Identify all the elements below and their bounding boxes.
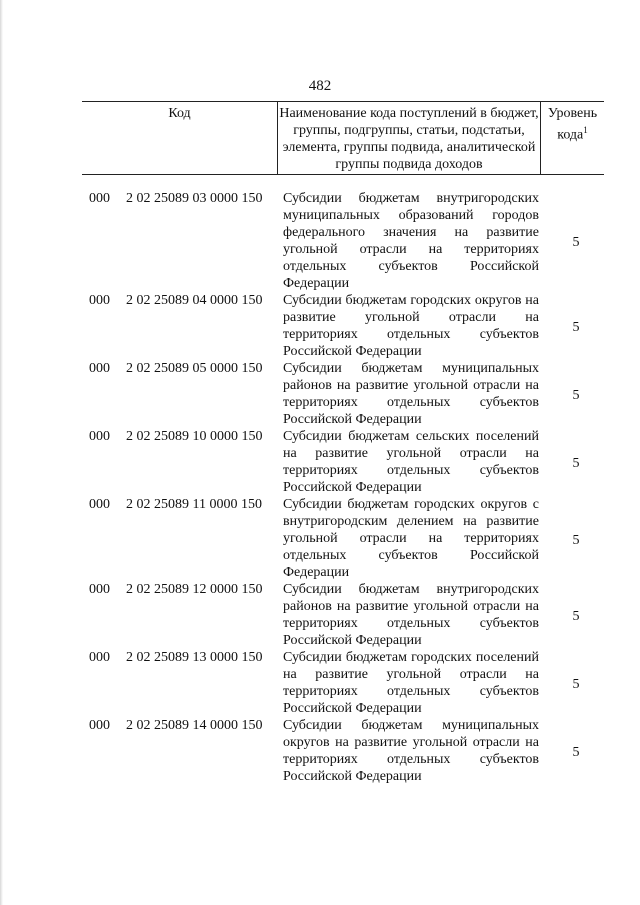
table-row — [0, 292, 640, 360]
table-row — [0, 360, 640, 428]
admin-code: 000 — [89, 429, 110, 444]
admin-code: 000 — [89, 497, 110, 512]
level-value: 5 — [572, 456, 580, 472]
admin-code: 000 — [89, 718, 110, 733]
revenue-code: 2 02 25089 05 0000 150 — [126, 361, 263, 376]
header-level — [541, 102, 604, 174]
level-value: 5 — [572, 609, 580, 625]
revenue-name: Субсидии бюджетам муниципальных округов на развитие угольной отрасли на территориях отдельных субъектов Российской Федерации — [283, 718, 539, 784]
header-level-text: Уровень код — [547, 106, 598, 143]
level-value: 5 — [572, 320, 580, 336]
page-number: 482 — [308, 78, 332, 94]
revenue-code: 2 02 25089 04 0000 150 — [126, 293, 263, 308]
level-value: 5 — [572, 235, 580, 251]
table-body — [0, 190, 640, 785]
table-row — [0, 496, 640, 581]
header-name: Наименование кода поступлений в бюджет, группы, подгруппы, статьи, подстатьи, элемента, группы подвида, аналитической группы подвида доходов — [277, 102, 541, 174]
revenue-code: 2 02 25089 13 0000 150 — [126, 650, 263, 665]
level-value: 5 — [572, 532, 580, 548]
table-row — [0, 428, 640, 496]
table-row — [0, 190, 640, 292]
admin-code: 000 — [89, 293, 110, 308]
table-row — [0, 717, 640, 785]
admin-code: 000 — [89, 191, 110, 206]
header-level-footnote: 1 — [583, 125, 588, 135]
table-row — [0, 581, 640, 649]
revenue-code: 2 02 25089 10 0000 150 — [126, 429, 263, 444]
header-code: Код — [168, 106, 191, 121]
level-value: 5 — [572, 745, 580, 761]
revenue-name: Субсидии бюджетам внутригородских районов на развитие угольной отрасли на территориях отдельных субъектов Российской Федерации — [283, 582, 539, 648]
revenue-code: 2 02 25089 03 0000 150 — [126, 191, 263, 206]
revenue-code: 2 02 25089 11 0000 150 — [126, 497, 262, 512]
level-value: 5 — [572, 677, 580, 693]
revenue-name: Субсидии бюджетам городских округов с внутригородским делением на развитие угольной отрасли на территориях отдельных субъектов Российской Федерации — [283, 497, 539, 580]
revenue-name: Субсидии бюджетам сельских поселений на развитие угольной отрасли на территориях отдельных субъектов Российской Федерации — [283, 429, 539, 495]
header-level-tail: а — [577, 127, 584, 143]
admin-code: 000 — [89, 582, 110, 597]
admin-code: 000 — [89, 650, 110, 665]
admin-code: 000 — [89, 361, 110, 376]
revenue-name: Субсидии бюджетам городских округов на развитие угольной отрасли на территориях отдельных субъектов Российской Федерации — [283, 293, 539, 359]
revenue-name: Субсидии бюджетам муниципальных районов на развитие угольной отрасли на территориях отдельных субъектов Российской Федерации — [283, 361, 539, 427]
level-value: 5 — [572, 388, 580, 404]
revenue-code: 2 02 25089 14 0000 150 — [126, 718, 263, 733]
table-row — [0, 649, 640, 717]
revenue-name: Субсидии бюджетам внутригородских муниципальных образований городов федерального значения на развитие угольной отрасли на территориях отдельных субъектов Российской Федерации — [283, 191, 539, 291]
revenue-code: 2 02 25089 12 0000 150 — [126, 582, 263, 597]
revenue-name: Субсидии бюджетам городских поселений на развитие угольной отрасли на территориях отдельных субъектов Российской Федерации — [283, 650, 539, 716]
table-header — [82, 101, 604, 175]
